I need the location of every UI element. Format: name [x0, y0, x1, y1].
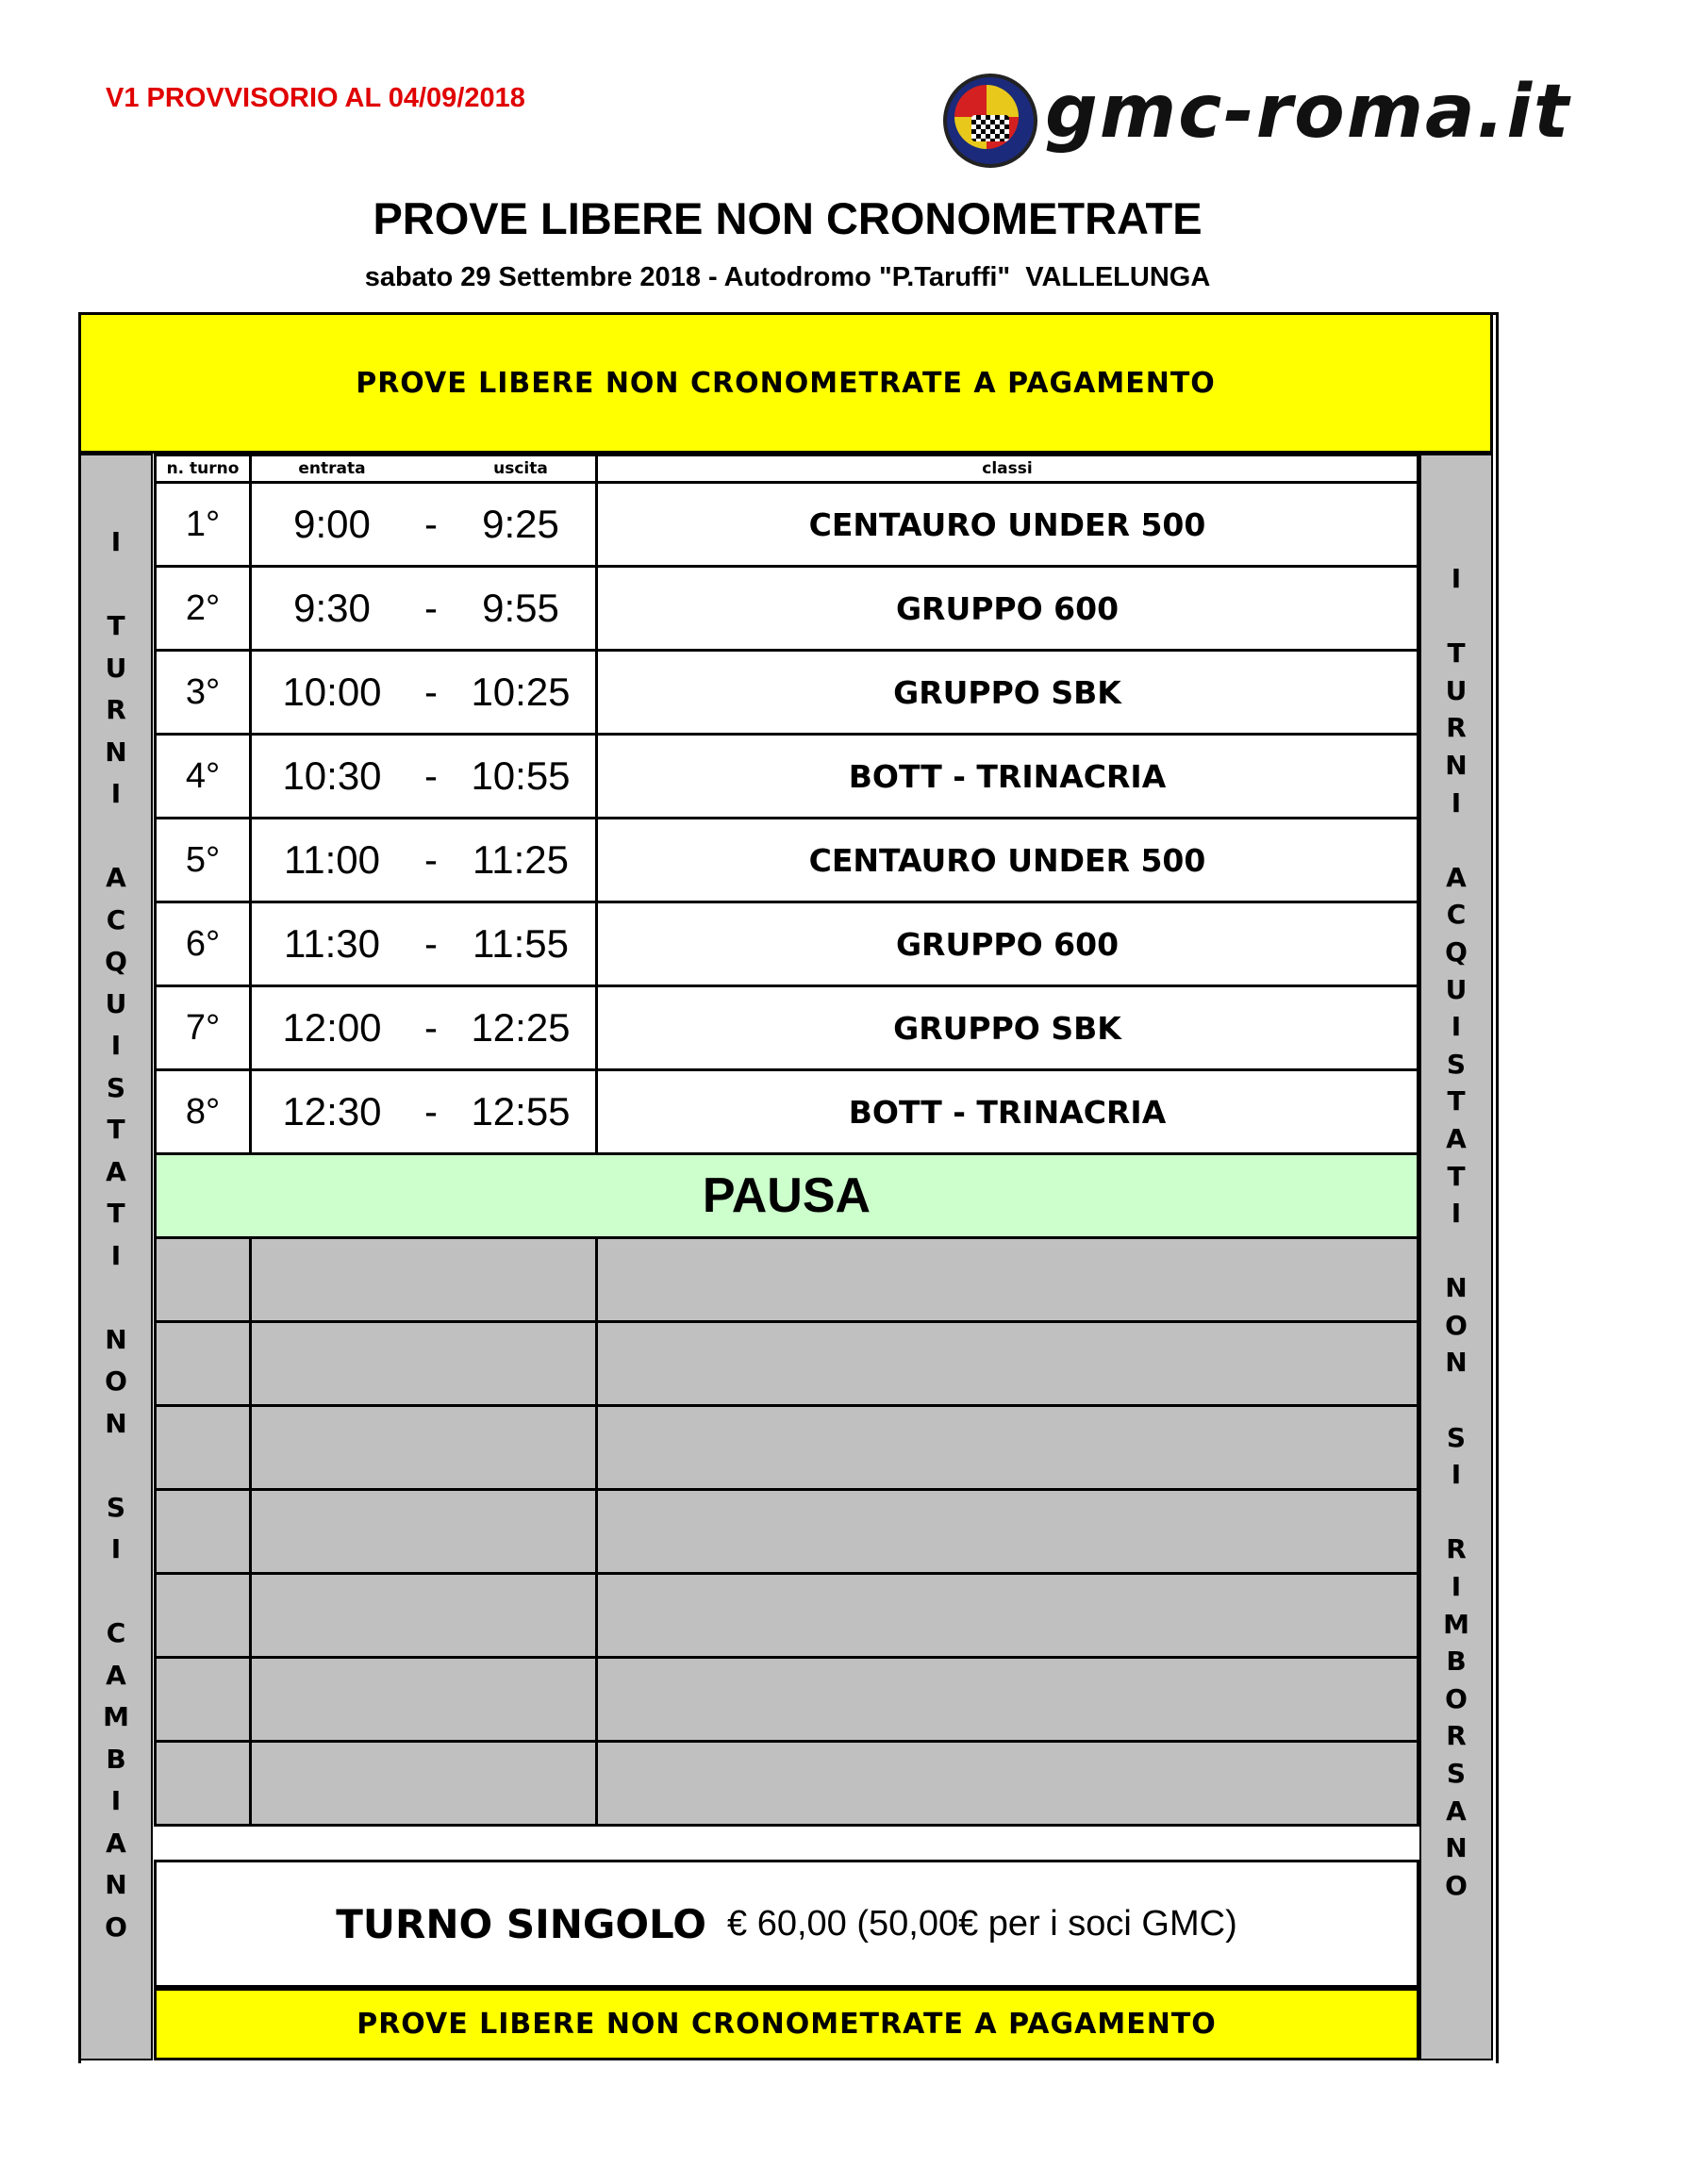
turn-classes: BOTT - TRINACRIA: [597, 735, 1418, 819]
side-letter: U: [105, 652, 127, 684]
side-letter: C: [106, 1617, 126, 1648]
price-label: TURNO SINGOLO: [336, 1900, 707, 1947]
side-note-right: [1419, 454, 1493, 2060]
table-row: [156, 1070, 1418, 1154]
pause-row: [156, 1154, 1418, 1238]
side-letter: I: [1451, 1571, 1462, 1603]
price-box: [154, 1860, 1419, 1988]
entry-time: 9:30: [293, 586, 371, 630]
empty-cell: [251, 1658, 597, 1742]
turn-times: [251, 651, 597, 735]
turn-number: 7°: [156, 986, 251, 1070]
side-letter: N: [1445, 749, 1468, 781]
empty-row: [156, 1406, 1418, 1490]
empty-cell: [156, 1322, 251, 1406]
empty-row: [156, 1658, 1418, 1742]
side-letter: C: [106, 903, 126, 935]
pause-label: PAUSA: [156, 1154, 1418, 1238]
exit-time: 10:25: [471, 670, 571, 714]
turn-number: 6°: [156, 902, 251, 986]
turn-classes: GRUPPO SBK: [597, 986, 1418, 1070]
turn-classes: GRUPPO 600: [597, 902, 1418, 986]
side-letter: A: [106, 862, 126, 893]
version-note: V1 PROVVISORIO AL 04/09/2018: [106, 83, 525, 113]
empty-cell: [251, 1490, 597, 1574]
side-letter: M: [103, 1701, 129, 1732]
side-letter: O: [105, 1365, 127, 1397]
side-letter: S: [106, 1491, 126, 1523]
side-letter: N: [1445, 1832, 1468, 1864]
time-separator: -: [424, 921, 438, 966]
time-separator: -: [424, 1005, 438, 1050]
side-letter: U: [1445, 674, 1468, 706]
empty-cell: [251, 1406, 597, 1490]
side-letter: T: [1447, 1160, 1466, 1192]
side-letter: N: [1445, 1347, 1468, 1379]
logo-badge-icon: [943, 74, 1037, 168]
side-letter: A: [106, 1659, 126, 1691]
header-turn: n. turno: [156, 455, 251, 483]
exit-time: 11:55: [473, 921, 569, 966]
turn-times: [251, 1070, 597, 1154]
turn-number: 8°: [156, 1070, 251, 1154]
side-letter: Q: [105, 946, 127, 977]
side-letter: T: [107, 1114, 125, 1145]
side-letter: R: [106, 694, 126, 725]
side-letter: A: [1446, 861, 1467, 893]
turn-times: [251, 986, 597, 1070]
empty-row: [156, 1742, 1418, 1826]
price-value: € 60,00 (50,00€ per i soci GMC): [727, 1903, 1237, 1944]
empty-row: [156, 1490, 1418, 1574]
turn-times: [251, 735, 597, 819]
entry-time: 10:30: [282, 753, 382, 798]
empty-cell: [156, 1742, 251, 1826]
entry-time: 12:30: [282, 1089, 382, 1133]
side-letter: N: [1445, 1272, 1468, 1304]
table-row: [156, 902, 1418, 986]
schedule-table: [154, 454, 1419, 1827]
time-separator: -: [424, 670, 438, 714]
side-letter: O: [1445, 1309, 1468, 1341]
empty-cell: [597, 1406, 1418, 1490]
side-letter: O: [1445, 1869, 1468, 1901]
turn-classes: GRUPPO SBK: [597, 651, 1418, 735]
turn-classes: CENTAURO UNDER 500: [597, 819, 1418, 902]
side-letter: I: [1451, 1198, 1462, 1230]
empty-cell: [597, 1322, 1418, 1406]
exit-time: 9:55: [482, 586, 559, 630]
empty-row: [156, 1574, 1418, 1658]
turn-times: [251, 902, 597, 986]
side-letter: T: [107, 1198, 125, 1229]
side-letter: T: [107, 610, 125, 641]
side-letter: R: [1446, 712, 1467, 744]
side-letter: I: [1451, 1011, 1462, 1043]
empty-cell: [251, 1238, 597, 1322]
side-letter: I: [1451, 786, 1462, 819]
turn-classes: CENTAURO UNDER 500: [597, 483, 1418, 567]
time-separator: -: [424, 1089, 438, 1133]
turn-number: 4°: [156, 735, 251, 819]
side-letter: S: [106, 1071, 126, 1103]
empty-row: [156, 1322, 1418, 1406]
side-letter: B: [106, 1743, 126, 1775]
side-letter: Q: [1445, 935, 1468, 968]
time-separator: -: [424, 586, 438, 630]
side-letter: I: [110, 1239, 122, 1271]
header-times: [251, 455, 597, 483]
turn-number: 3°: [156, 651, 251, 735]
side-letter: U: [1445, 973, 1468, 1005]
turn-times: [251, 819, 597, 902]
side-letter: I: [110, 1030, 122, 1061]
side-letter: A: [1446, 1122, 1467, 1154]
table-row: [156, 735, 1418, 819]
side-letter: A: [106, 1155, 126, 1187]
side-note-left: [79, 454, 153, 2060]
time-separator: -: [424, 502, 438, 546]
side-letter: A: [106, 1827, 126, 1859]
entry-time: 11:00: [284, 837, 380, 882]
banner-top: PROVE LIBERE NON CRONOMETRATE A PAGAMENTO: [78, 312, 1493, 454]
turn-classes: GRUPPO 600: [597, 567, 1418, 651]
turn-number: 2°: [156, 567, 251, 651]
header-exit: uscita: [493, 459, 548, 478]
exit-time: 11:25: [473, 837, 569, 882]
turn-times: [251, 567, 597, 651]
empty-cell: [156, 1406, 251, 1490]
side-letter: S: [1446, 1758, 1467, 1789]
header-entry: entrata: [298, 459, 366, 478]
empty-cell: [251, 1322, 597, 1406]
empty-cell: [597, 1238, 1418, 1322]
page-subtitle: sabato 29 Settembre 2018 - Autodromo "P.Taruffi" VALLELUNGA: [364, 262, 1211, 292]
entry-time: 12:00: [282, 1005, 382, 1050]
time-separator: -: [424, 837, 438, 882]
exit-time: 12:25: [471, 1005, 571, 1050]
side-letter: I: [1451, 563, 1462, 594]
turn-number: 5°: [156, 819, 251, 902]
side-letter: B: [1446, 1646, 1467, 1678]
entry-time: 11:30: [284, 921, 380, 966]
table-row: [156, 819, 1418, 902]
logo-text: gmc-roma.it: [1045, 70, 1571, 155]
empty-cell: [251, 1574, 597, 1658]
empty-cell: [156, 1238, 251, 1322]
side-letter: N: [105, 1407, 127, 1439]
empty-cell: [156, 1490, 251, 1574]
empty-cell: [597, 1658, 1418, 1742]
time-separator: -: [424, 753, 438, 798]
table-header-row: [156, 455, 1418, 483]
side-letter: M: [1443, 1608, 1469, 1640]
table-row: [156, 483, 1418, 567]
turn-number: 1°: [156, 483, 251, 567]
page-title: PROVE LIBERE NON CRONOMETRATE: [373, 193, 1203, 243]
side-letter: O: [105, 1911, 127, 1943]
side-letter: I: [110, 1785, 122, 1816]
banner-bottom: PROVE LIBERE NON CRONOMETRATE A PAGAMENTO: [154, 1988, 1419, 2060]
side-letter: U: [105, 987, 127, 1019]
side-letter: N: [105, 736, 127, 768]
side-letter: N: [105, 1869, 127, 1900]
empty-row: [156, 1238, 1418, 1322]
side-letter: T: [1447, 1085, 1466, 1117]
side-letter: I: [110, 1533, 122, 1564]
header-classes: classi: [597, 455, 1418, 483]
side-letter: R: [1446, 1720, 1467, 1752]
exit-time: 10:55: [471, 753, 571, 798]
entry-time: 9:00: [293, 502, 371, 546]
empty-cell: [251, 1742, 597, 1826]
empty-cell: [156, 1574, 251, 1658]
side-letter: A: [1446, 1795, 1467, 1827]
empty-cell: [156, 1658, 251, 1742]
table-row: [156, 651, 1418, 735]
exit-time: 9:25: [482, 502, 559, 546]
empty-cell: [597, 1742, 1418, 1826]
side-letter: T: [1447, 637, 1466, 670]
table-row: [156, 986, 1418, 1070]
side-letter: O: [1445, 1682, 1468, 1714]
side-letter: C: [1446, 899, 1467, 931]
side-letter: N: [105, 1323, 127, 1355]
entry-time: 10:00: [282, 670, 382, 714]
side-letter: I: [1451, 1459, 1462, 1491]
exit-time: 12:55: [471, 1089, 571, 1133]
side-letter: R: [1446, 1533, 1467, 1565]
turn-times: [251, 483, 597, 567]
side-letter: I: [110, 526, 122, 557]
table-row: [156, 567, 1418, 651]
empty-cell: [597, 1490, 1418, 1574]
side-letter: I: [110, 778, 122, 809]
side-letter: S: [1446, 1421, 1467, 1453]
turn-classes: BOTT - TRINACRIA: [597, 1070, 1418, 1154]
empty-cell: [597, 1574, 1418, 1658]
side-letter: S: [1446, 1048, 1467, 1080]
